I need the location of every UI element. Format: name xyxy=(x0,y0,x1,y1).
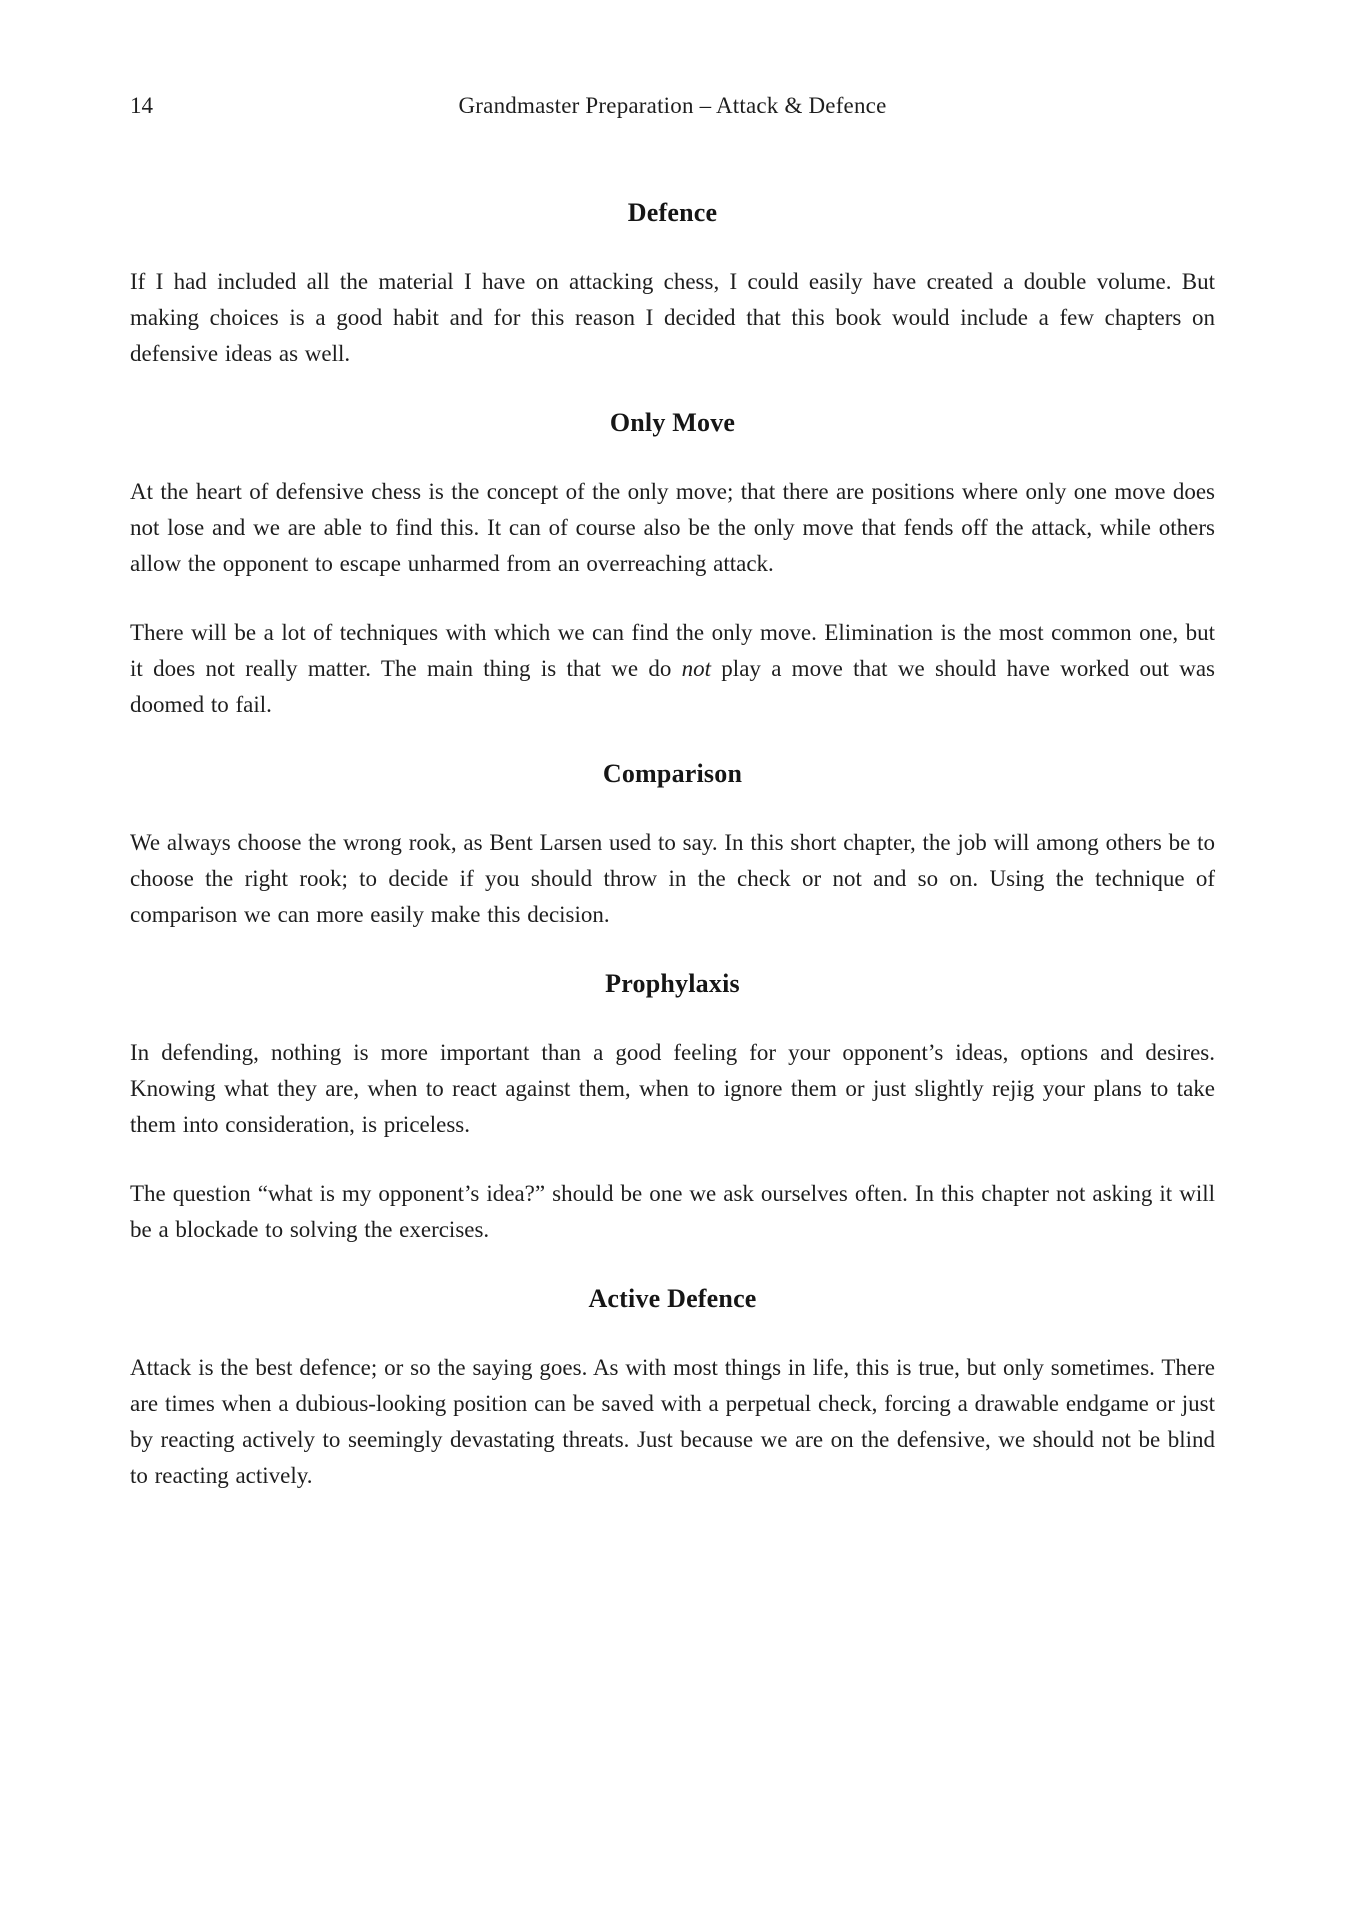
paragraph: There will be a lot of techniques with which we can find the only move. Elimination is the most common one, but it does not really matter. The main thing is that we do not play a move that we should have worked out was doomed to fail. xyxy=(130,620,1215,717)
paragraph: The question “what is my opponent’s idea?” should be one we ask ourselves often. In this chapter not asking it will be a blockade to solving the exercises. xyxy=(130,1181,1215,1242)
text-column xyxy=(130,88,1215,1494)
page-header xyxy=(130,88,1215,124)
page-body xyxy=(130,195,1215,1494)
section-heading: Prophylaxis xyxy=(605,969,740,998)
section-heading: Only Move xyxy=(609,408,736,437)
page-number: 14 xyxy=(130,93,153,118)
section-heading: Defence xyxy=(627,198,718,227)
paragraph: In defending, nothing is more important than a good feeling for your opponent’s ideas, options and desires. Knowing what they are, when to react against them, when to ignore them or just slightly rejig your plans to take them into consideration, is priceless. xyxy=(130,1040,1215,1137)
section-heading: Active Defence xyxy=(588,1284,757,1313)
section-heading: Comparison xyxy=(602,759,743,788)
paragraph: We always choose the wrong rook, as Bent Larsen used to say. In this short chapter, the job will among others be to choose the right rook; to decide if you should throw in the check or not and so on. Using the technique of comparison we can more easily make this decision. xyxy=(130,830,1215,927)
running-title: Grandmaster Preparation – Attack & Defence xyxy=(458,93,887,118)
emphasis-text: not xyxy=(681,656,712,681)
paragraph: If I had included all the material I have on attacking chess, I could easily have created a double volume. But making choices is a good habit and for this reason I decided that this book would include a few chapters on defensive ideas as well. xyxy=(130,269,1215,366)
paragraph: Attack is the best defence; or so the saying goes. As with most things in life, this is true, but only sometimes. There are times when a dubious-looking position can be saved with a perpetual check, forcing a drawable endgame or just by reacting actively to seemingly devastating threats. Just because we are on the defensive, we should not be blind to reacting actively. xyxy=(130,1355,1215,1488)
paragraph: At the heart of defensive chess is the concept of the only move; that there are positions where only one move does not lose and we are able to find this. It can of course also be the only move that fends off the attack, while others allow the opponent to escape unharmed from an overreaching attack. xyxy=(130,479,1215,576)
